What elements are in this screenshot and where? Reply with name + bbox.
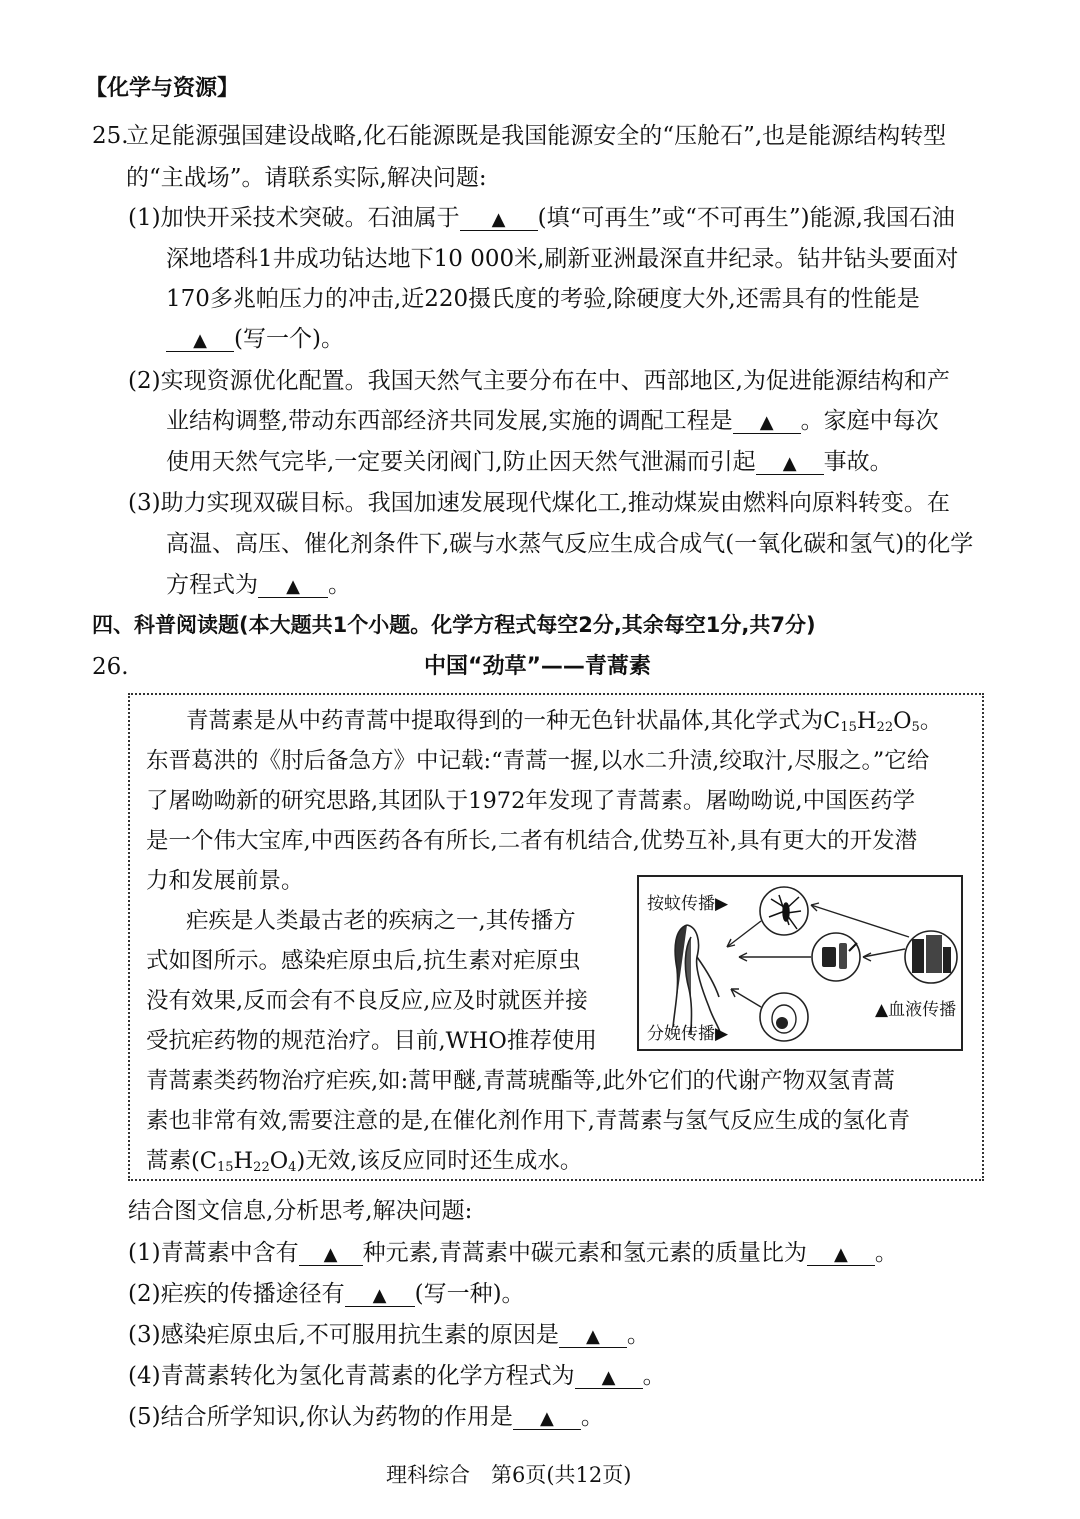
q25-p2-text-c: 使用天然气完毕,一定要关闭阀门,防止因天然气泄漏而引起 xyxy=(166,449,756,475)
q26-instruction: 结合图文信息,分析思考,解决问题: xyxy=(128,1198,473,1224)
formula-end: 。 xyxy=(919,708,943,734)
q25-p1-text-a: (1)加快开采技术突破。石油属于 xyxy=(128,205,460,231)
para2-line2: 式如图所示。感染疟原虫后,抗生素对疟原虫 xyxy=(146,948,581,974)
q26-sub2 xyxy=(128,1283,525,1307)
q25-p1-text-c: (写一个)。 xyxy=(234,326,344,352)
triangle-icon: ▲ xyxy=(759,412,774,433)
formula-o-sub: 4 xyxy=(288,1160,297,1175)
q26-sub2-text-b: (写一种)。 xyxy=(414,1281,525,1307)
answer-blank[interactable] xyxy=(756,451,824,475)
formula-h: H xyxy=(856,708,877,734)
q25-p2-text-b: 。家庭中每次 xyxy=(800,408,939,434)
q26-sub4 xyxy=(128,1365,666,1389)
section-title: 【化学与资源】 xyxy=(85,76,240,101)
section4-heading: 四、科普阅读题(本大题共1个小题。化学方程式每空2分,其余每空1分,共7分) xyxy=(92,613,816,637)
para2-line4: 受抗疟药物的规范治疗。目前,WHO推荐使用 xyxy=(146,1028,597,1054)
para2-line1: 疟疾是人类最古老的疾病之一,其传播方 xyxy=(186,908,576,934)
answer-blank[interactable] xyxy=(166,328,234,352)
formula-c: C xyxy=(199,1148,217,1174)
q25-p2-text-d: 事故。 xyxy=(823,449,893,475)
q25-p3-text-b: 。 xyxy=(328,572,351,598)
question-number-26: 26. xyxy=(92,654,129,680)
q25-stem-line2: 的“主战场”。请联系实际,解决问题: xyxy=(126,165,487,191)
answer-blank[interactable] xyxy=(345,1283,415,1307)
para1-line3: 了屠呦呦新的研究思路,其团队于1972年发现了青蒿素。屠呦呦说,中国医药学 xyxy=(146,788,916,814)
answer-blank[interactable] xyxy=(733,410,801,434)
para2-line7-text-a: 蒿素( xyxy=(146,1148,200,1174)
q26-sub3 xyxy=(128,1324,650,1348)
q25-stem-line1: 立足能源强国建设战略,化石能源既是我国能源安全的“压舱石”,也是能源结构转型 xyxy=(126,123,947,149)
q26-sub1-text-c: 。 xyxy=(874,1240,898,1266)
q25-part1-line4 xyxy=(166,328,344,352)
q25-part2-line3 xyxy=(166,451,893,475)
q26-sub3-text-b: 。 xyxy=(626,1322,650,1348)
q26-sub4-text-a: (4)青蒿素转化为氢化青蒿素的化学方程式为 xyxy=(128,1363,575,1389)
answer-blank[interactable] xyxy=(559,1324,627,1348)
formula-o-sub: 5 xyxy=(911,720,920,735)
answer-blank[interactable] xyxy=(513,1406,581,1430)
para1-line2: 东晋葛洪的《肘后备急方》中记载:“青蒿一握,以水二升渍,绞取汁,尽服之。”它给 xyxy=(146,748,930,774)
formula-h: H xyxy=(233,1148,254,1174)
q26-sub5-text-a: (5)结合所学知识,你认为药物的作用是 xyxy=(128,1404,513,1430)
q25-part3-line3 xyxy=(166,574,351,598)
q25-part2-line2 xyxy=(166,410,939,434)
q25-part3-line2: 高温、高压、催化剂条件下,碳与水蒸气反应生成合成气(一氧化碳和氢气)的化学 xyxy=(166,531,974,557)
answer-blank[interactable] xyxy=(575,1365,643,1389)
label-birth-transmission: 分娩传播▶ xyxy=(647,1024,729,1044)
q25-part3-line1: (3)助力实现双碳目标。我国加速发展现代煤化工,推动煤炭由燃料向原料转变。在 xyxy=(128,490,950,516)
triangle-icon: ▲ xyxy=(323,1244,338,1265)
label-mosquito-transmission: 按蚊传播▶ xyxy=(647,894,729,914)
para2-line6: 素也非常有效,需要注意的是,在催化剂作用下,青蒿素与氢气反应生成的氢化青 xyxy=(146,1108,910,1134)
q25-p3-text-a: 方程式为 xyxy=(166,572,258,598)
formula-c-sub: 15 xyxy=(217,1160,234,1175)
q26-sub1-text-b: 种元素,青蒿素中碳元素和氢元素的质量比为 xyxy=(362,1240,807,1266)
label-blood-transmission: ▲血液传播 xyxy=(875,1000,957,1020)
para1-line5: 力和发展前景。 xyxy=(146,868,304,894)
formula-artemisinin xyxy=(823,708,942,734)
q26-sub1 xyxy=(128,1242,898,1266)
answer-blank[interactable] xyxy=(299,1242,363,1266)
triangle-icon: ▲ xyxy=(193,330,207,351)
answer-blank[interactable] xyxy=(807,1242,875,1266)
answer-blank[interactable] xyxy=(460,207,538,231)
q25-part1-line3: 170多兆帕压力的冲击,近220摄氏度的考验,除硬度大外,还需具有的性能是 xyxy=(166,286,920,312)
triangle-icon: ▲ xyxy=(601,1367,616,1388)
page-footer: 理科综合 第6页(共12页) xyxy=(386,1463,632,1487)
triangle-icon: ▲ xyxy=(286,576,300,597)
malaria-transmission-figure xyxy=(637,875,963,1051)
q26-sub3-text-a: (3)感染疟原虫后,不可服用抗生素的原因是 xyxy=(128,1322,559,1348)
q26-sub1-text-a: (1)青蒿素中含有 xyxy=(128,1240,299,1266)
triangle-icon: ▲ xyxy=(833,1244,848,1265)
para2-line7 xyxy=(146,1150,582,1174)
formula-c: C xyxy=(823,708,841,734)
triangle-icon: ▲ xyxy=(585,1326,600,1347)
formula-hydro-artemisinin xyxy=(200,1148,297,1174)
birth-circle xyxy=(760,993,808,1041)
triangle-icon: ▲ xyxy=(782,453,797,474)
q25-part1-line1 xyxy=(128,207,955,231)
formula-h-sub: 22 xyxy=(253,1160,270,1175)
question-number-25: 25. xyxy=(92,123,129,149)
q26-sub5-text-b: 。 xyxy=(580,1404,604,1430)
q25-part2-line1: (2)实现资源优化配置。我国天然气主要分布在中、西部地区,为促进能源结构和产 xyxy=(128,368,950,394)
para2-line3: 没有效果,反而会有不良反应,应及时就医并接 xyxy=(146,988,588,1014)
q25-p1-text-b: (填“可再生”或“不可再生”)能源,我国石油 xyxy=(537,205,955,231)
para2-line5: 青蒿素类药物治疗疟疾,如:蒿甲醚,青蒿琥酯等,此外它们的代谢产物双氢青蒿 xyxy=(146,1068,896,1094)
formula-c-sub: 15 xyxy=(840,720,857,735)
triangle-icon: ▲ xyxy=(539,1408,554,1429)
q26-sub4-text-b: 。 xyxy=(642,1363,666,1389)
para1-line1 xyxy=(186,710,942,734)
para2-line7-text-b: )无效,该反应同时还生成水。 xyxy=(296,1148,583,1174)
q26-sub2-text-a: (2)疟疾的传播途径有 xyxy=(128,1281,345,1307)
formula-o: O xyxy=(893,708,912,734)
para1-line1-text: 青蒿素是从中药青蒿中提取得到的一种无色针状晶体,其化学式为 xyxy=(186,708,824,734)
q26-sub5 xyxy=(128,1406,604,1430)
passage-title: 中国“劲草”——青蒿素 xyxy=(424,654,651,679)
triangle-icon: ▲ xyxy=(372,1285,387,1306)
para1-line4: 是一个伟大宝库,中西医药各有所长,二者有机结合,优势互补,具有更大的开发潜 xyxy=(146,828,918,854)
q25-part1-line2: 深地塔科1井成功钻达地下10 000米,刷新亚洲最深直井纪录。钻井钻头要面对 xyxy=(166,246,959,272)
formula-o: O xyxy=(269,1148,289,1174)
formula-h-sub: 22 xyxy=(876,720,894,735)
answer-blank[interactable] xyxy=(258,574,328,598)
triangle-icon: ▲ xyxy=(491,209,506,230)
q25-p2-text-a: 业结构调整,带动东西部经济共同发展,实施的调配工程是 xyxy=(166,408,733,434)
